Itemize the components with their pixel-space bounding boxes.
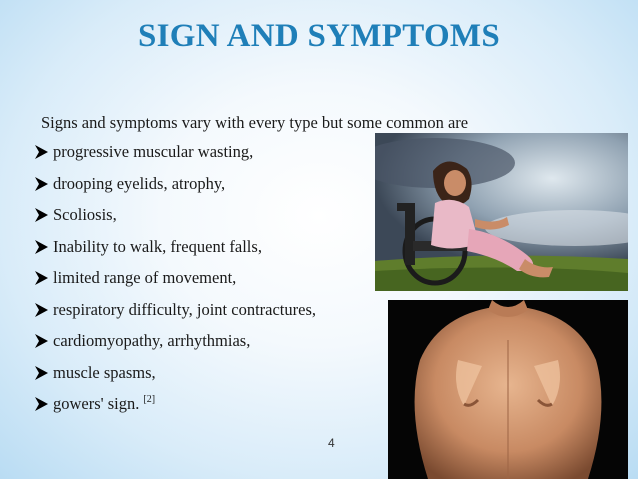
back-illustration: [388, 300, 628, 479]
symptom-list: [32, 142, 316, 426]
list-item: [32, 394, 316, 426]
arrow-bullet-icon: [32, 332, 50, 350]
wheelchair-girl-illustration: [375, 133, 628, 291]
intro-text: Signs and symptoms vary with every type but some common are: [41, 113, 469, 132]
arrow-bullet-icon: [32, 301, 50, 319]
list-item: [32, 268, 316, 300]
list-item-text: Scoliosis,: [53, 205, 117, 224]
list-item-text: progressive muscular wasting,: [53, 142, 254, 161]
list-item-text: limited range of movement,: [53, 268, 237, 287]
list-item: [32, 142, 316, 174]
list-item-text: respiratory difficulty, joint contractures,: [53, 299, 317, 319]
slide-title: SIGN AND SYMPTOMS: [137, 18, 501, 54]
arrow-bullet-icon: [32, 143, 50, 161]
page-number: 4: [328, 436, 335, 450]
list-item-text: cardiomyopathy, arrhythmias,: [53, 331, 251, 350]
list-item-text: drooping eyelids, atrophy,: [53, 173, 226, 193]
list-item: [32, 331, 316, 363]
list-item: [32, 363, 316, 395]
list-item: [32, 237, 316, 269]
arrow-bullet-icon: [32, 269, 50, 287]
reference-superscript: [2]: [143, 394, 156, 405]
wheelchair-girl-photo: [375, 133, 628, 291]
list-item: [32, 300, 316, 332]
arrow-bullet-icon: [32, 238, 50, 256]
arrow-bullet-icon: [32, 206, 50, 224]
arrow-bullet-icon: [32, 395, 50, 413]
arrow-bullet-icon: [32, 175, 50, 193]
list-item: [32, 205, 316, 237]
list-item-text: muscle spasms,: [53, 362, 156, 382]
list-item: [32, 174, 316, 206]
back-scapula-photo: [388, 300, 628, 479]
list-item-text: gowers' sign.: [53, 394, 140, 413]
list-item-text: Inability to walk, frequent falls,: [53, 236, 262, 256]
arrow-bullet-icon: [32, 364, 50, 382]
